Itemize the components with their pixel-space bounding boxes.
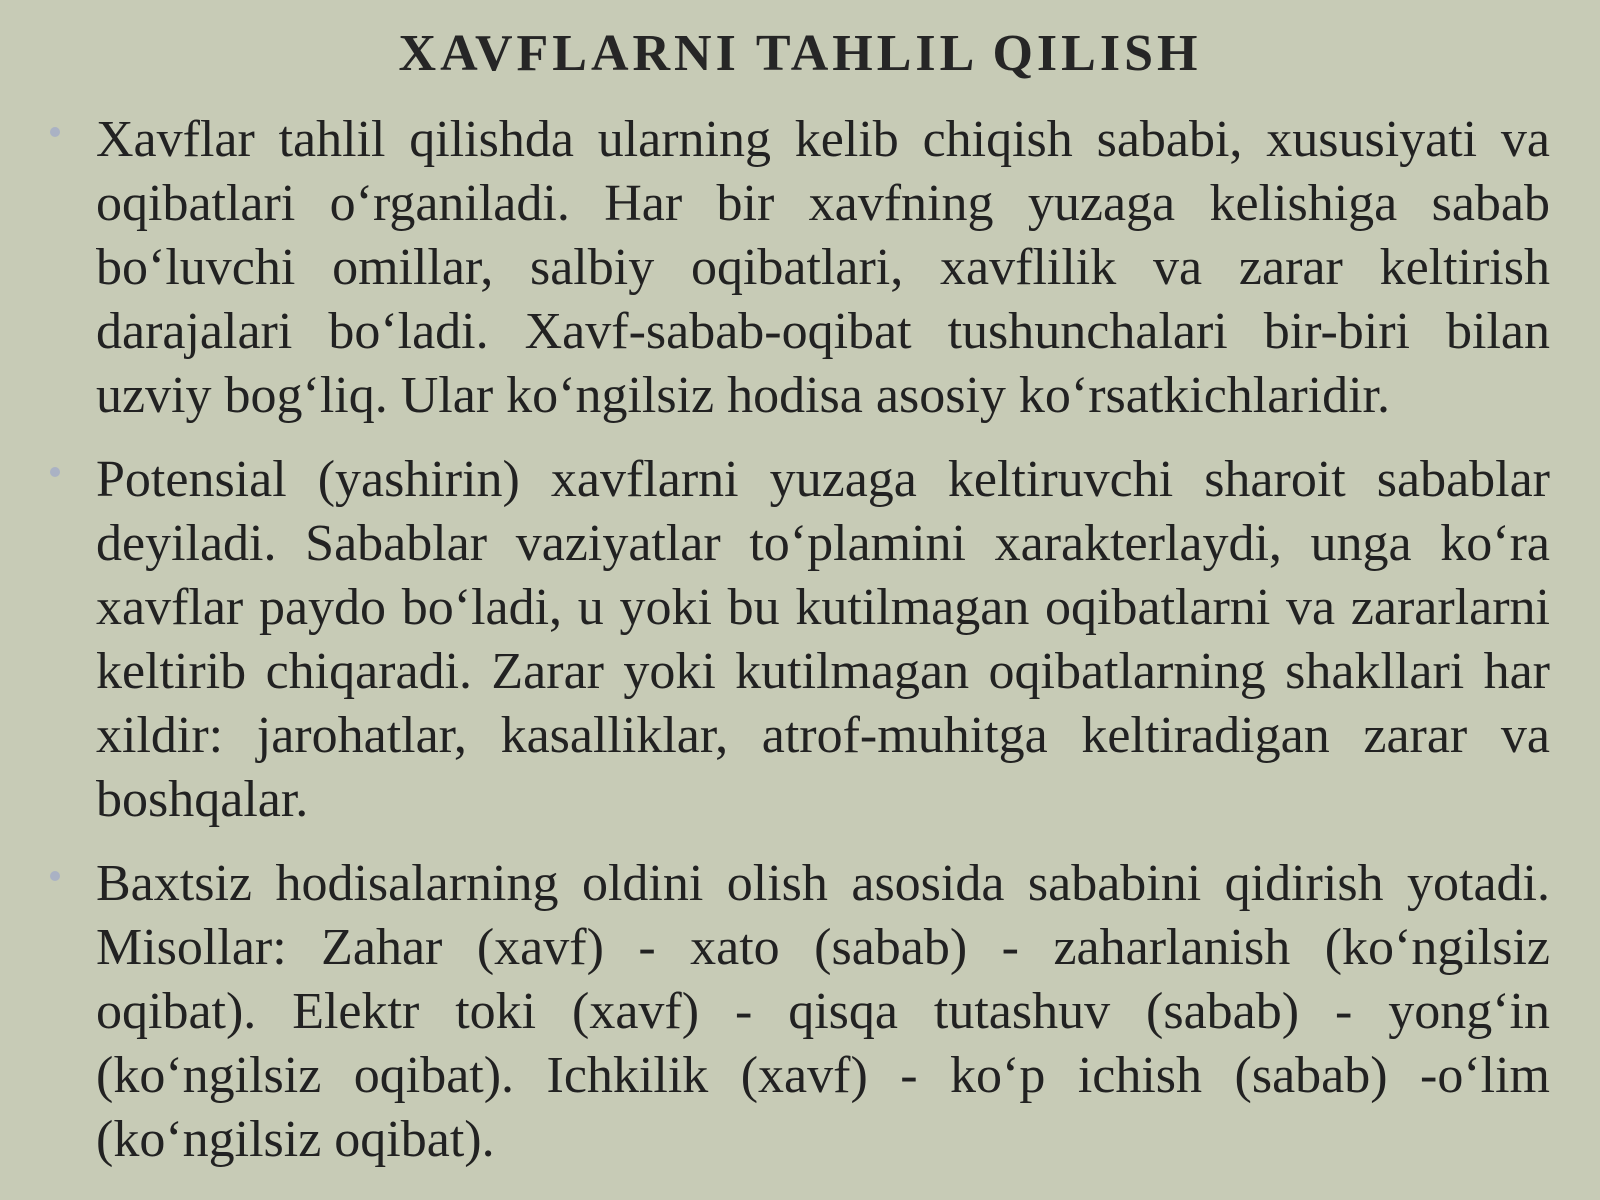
bullet-list [0,108,1600,1192]
bullet-dot-icon [50,127,60,137]
slide-title: XAVFLARNI TAHLIL QILISH [398,25,1202,82]
bullet-item [0,448,1600,832]
bullet-text: Xavflar tahlil qilishda ularning kelib chiqish sababi, xususiyati va oqibatlari oʻrganiladi. Har bir xavfning yuzaga kelishiga sabab boʻluvchi omillar, salbiy oqibatlari, xavflilik va zarar keltirish darajalari boʻladi. Xavf-sabab-oqibat tushunchalari bir-biri bilan uzviy bogʻliq. Ular koʻngilsiz hodisa asosiy koʻrsatkichlaridir. [96,111,1550,424]
bullet-text: Potensial (yashirin) xavflarni yuzaga keltiruvchi sharoit sabablar deyiladi. Sabablar vaziyatlar toʻplamini xarakterlaydi, unga koʻra xavflar paydo boʻladi, u yoki bu kutilmagan oqibatlarni va zararlarni keltirib chiqaradi. Zarar yoki kutilmagan oqibatlarning shakllari har xildir: jarohatlar, kasalliklar, atrof-muhitga keltiradigan zarar va boshqalar. [96,451,1550,828]
bullet-text: Baxtsiz hodisalarning oldini olish asosida sababini qidirish yotadi. Misollar: Zahar (xavf) - xato (sabab) - zaharlanish (koʻngilsiz oqibat). Elektr toki (xavf) - qisqa tutashuv (sabab) - yongʻin (koʻngilsiz oqibat). Ichkilik (xavf) - koʻp ichish (sabab) -oʻlim (koʻngilsiz oqibat). [96,855,1550,1168]
bullet-dot-icon [50,871,60,881]
bullet-item [0,108,1600,428]
bullet-dot-icon [50,467,60,477]
bullet-item [0,852,1600,1172]
